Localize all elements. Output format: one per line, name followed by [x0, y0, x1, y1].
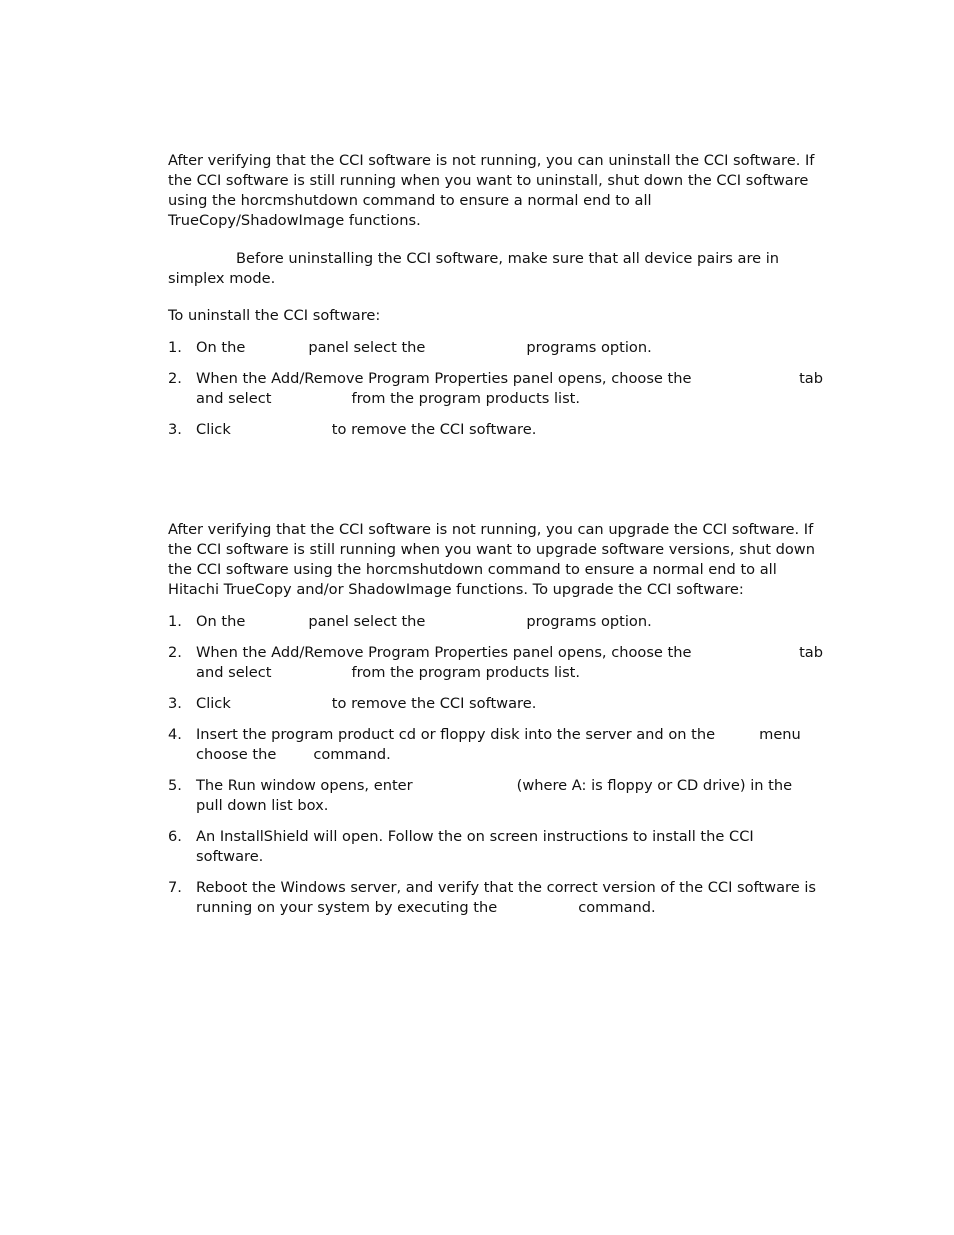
step-text: command. [578, 899, 656, 916]
step-text: to remove the CCI software. [331, 421, 537, 438]
step-text: choose the [196, 746, 277, 763]
list-item [168, 338, 823, 358]
uninstall-steps-list [168, 338, 823, 440]
step-text: tab [799, 644, 823, 661]
list-item [168, 694, 823, 714]
list-item [168, 725, 823, 765]
step-number: 3. [168, 421, 182, 438]
step-text: programs option. [526, 613, 652, 630]
list-item [168, 612, 823, 632]
list-item [168, 878, 823, 918]
step-number: 6. [168, 828, 182, 845]
step-text: panel select the [308, 613, 426, 630]
section-spacer [168, 451, 823, 520]
step-text: programs option. [526, 339, 652, 356]
step-text: On the [196, 613, 246, 630]
step-text: menu [759, 726, 801, 743]
list-item [168, 776, 823, 816]
uninstall-lead: To uninstall the CCI software: [168, 307, 381, 324]
step-text: Insert the program product cd or floppy disk into the server and on the [196, 726, 716, 743]
uninstall-note-text: Before uninstalling the CCI software, make sure that all device pairs are in simplex mode. [168, 250, 780, 287]
upgrade-steps-list [168, 612, 823, 918]
step-text: When the Add/Remove Program Properties panel opens, choose the [196, 370, 692, 387]
upgrade-intro-paragraph: After verifying that the CCI software is not running, you can upgrade the CCI software. If the CCI software is still running when you want to upgrade software versions, shut down the CCI software using the horcmshutdown command to ensure a normal end to all Hitachi TrueCopy and/or ShadowImage functions. To upgrade the CCI software: [168, 521, 815, 598]
step-text: and select [196, 390, 272, 407]
step-text: An InstallShield will open. Follow the on screen instructions to install the CCI software. [196, 828, 754, 865]
step-number: 7. [168, 879, 182, 896]
step-text: command. [313, 746, 391, 763]
uninstall-note [168, 249, 823, 289]
step-number: 5. [168, 777, 182, 794]
list-item [168, 643, 823, 683]
step-number: 3. [168, 695, 182, 712]
step-text: and select [196, 664, 272, 681]
step-text: Reboot the Windows server, and verify that the correct version of the CCI software is running on your system by executing the [196, 879, 816, 916]
document-body [168, 151, 823, 929]
step-text: pull down list box. [196, 797, 329, 814]
step-text: from the program products list. [351, 390, 581, 407]
step-number: 1. [168, 613, 182, 630]
step-text: tab [799, 370, 823, 387]
step-text: (where A: is floppy or CD drive) in the [516, 777, 793, 794]
step-text: When the Add/Remove Program Properties panel opens, choose the [196, 644, 692, 661]
uninstall-intro-paragraph: After verifying that the CCI software is not running, you can uninstall the CCI software. If the CCI software is still running when you want to uninstall, shut down the CCI software using the horcmshutdown command to ensure a normal end to all TrueCopy/ShadowImage functions. [168, 152, 815, 229]
step-number: 2. [168, 644, 182, 661]
step-text: The Run window opens, enter [196, 777, 413, 794]
list-item [168, 369, 823, 409]
step-number: 2. [168, 370, 182, 387]
step-text: Click [196, 695, 231, 712]
step-text: Click [196, 421, 231, 438]
step-text: On the [196, 339, 246, 356]
list-item [168, 420, 823, 440]
step-text: panel select the [308, 339, 426, 356]
step-number: 4. [168, 726, 182, 743]
list-item [168, 827, 823, 867]
step-number: 1. [168, 339, 182, 356]
step-text: to remove the CCI software. [331, 695, 537, 712]
step-text: from the program products list. [351, 664, 581, 681]
